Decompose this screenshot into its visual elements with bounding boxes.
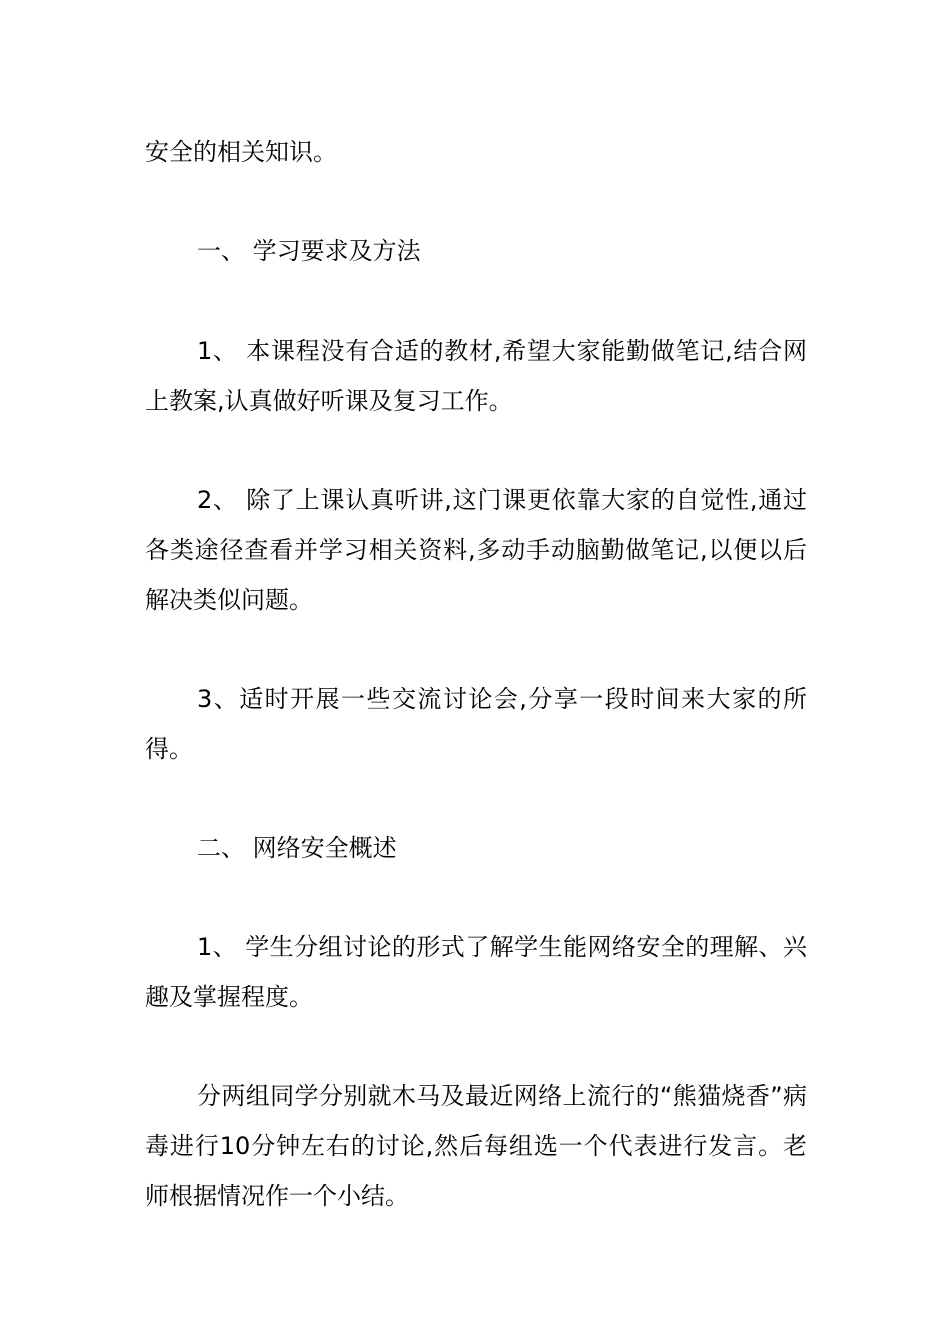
paragraph-continuation: 安全的相关知识。 [145,138,337,166]
list-item-2-self-study: 2、 除了上课认真听讲,这门课更依靠大家的自觉性,通过各类途径查看并学习相关资料,多动手动脑勤做笔记,以便以后解决类似问题。 [145,486,807,614]
paragraph-panda-virus-discussion: 分两组同学分别就木马及最近网络上流行的“熊猫烧香”病毒进行10分钟左右的讨论,然后每组选一个代表进行发言。老师根据情况作一个小结。 [145,1082,807,1210]
list-item-3-discussion: 3、适时开展一些交流讨论会,分享一段时间来大家的所得。 [145,685,807,763]
list-item-1-group-discussion: 1、 学生分组讨论的形式了解学生能网络安全的理解、兴趣及掌握程度。 [145,933,807,1011]
section-heading-network-security-overview: 二、 网络安全概述 [197,834,397,862]
list-item-1-textbook: 1、 本课程没有合适的教材,希望大家能勤做笔记,结合网上教案,认真做好听课及复习工作。 [145,337,807,415]
section-heading-learning-requirements: 一、 学习要求及方法 [197,237,421,265]
